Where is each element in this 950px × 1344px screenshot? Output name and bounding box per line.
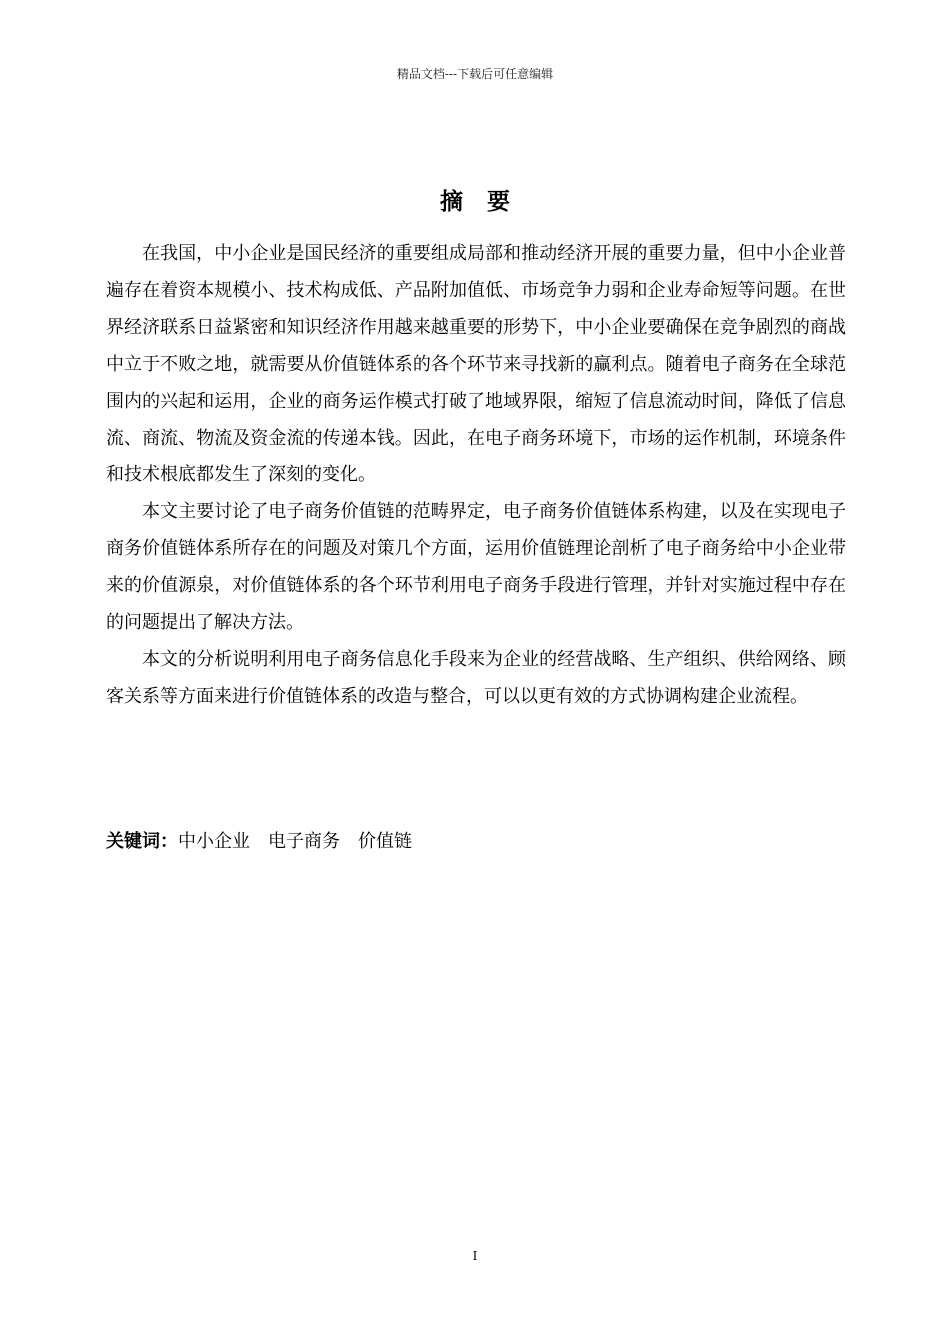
keyword-item: 中小企业 (178, 831, 250, 852)
abstract-paragraph: 本文主要讨论了电子商务价值链的范畴界定，电子商务价值链体系构建，以及在实现电子商务价值链体系所存在的问题及对策几个方面，运用价值链理论剖析了电子商务给中小企业带来的价值源泉，对价值链体系的各个环节利用电子商务手段进行管理，并针对实施过程中存在的问题提出了解决方法。 (106, 501, 846, 634)
abstract-body (106, 236, 846, 716)
keyword-item: 电子商务 (268, 831, 340, 852)
keywords-label: 关键词： (106, 831, 178, 852)
keywords-line (106, 826, 846, 858)
page-number: I (472, 1249, 478, 1263)
keyword-item: 价值链 (358, 831, 412, 852)
abstract-title: 摘要 (440, 189, 534, 215)
abstract-paragraph: 在我国，中小企业是国民经济的重要组成局部和推动经济开展的重要力量，但中小企业普遍存在着资本规模小、技术构成低、产品附加值低、市场竞争力弱和企业寿命短等问题。在世界经济联系日益紧密和知识经济作用越来越重要的形势下，中小企业要确保在竞争剧烈的商战中立于不败之地，就需要从价值链体系的各个环节来寻找新的赢利点。随着电子商务在全球范围内的兴起和运用，企业的商务运作模式打破了地域界限，缩短了信息流动时间，降低了信息流、商流、物流及资金流的传递本钱。因此，在电子商务环境下，市场的运作机制，环境条件和技术根底都发生了深刻的变化。 (106, 243, 846, 486)
page-header: 精品文档---下载后可任意编辑 (396, 67, 554, 81)
abstract-paragraph: 本文的分析说明利用电子商务信息化手段来为企业的经营战略、生产组织、供给网络、顾客关系等方面来进行价值链体系的改造与整合，可以以更有效的方式协调构建企业流程。 (106, 648, 846, 707)
